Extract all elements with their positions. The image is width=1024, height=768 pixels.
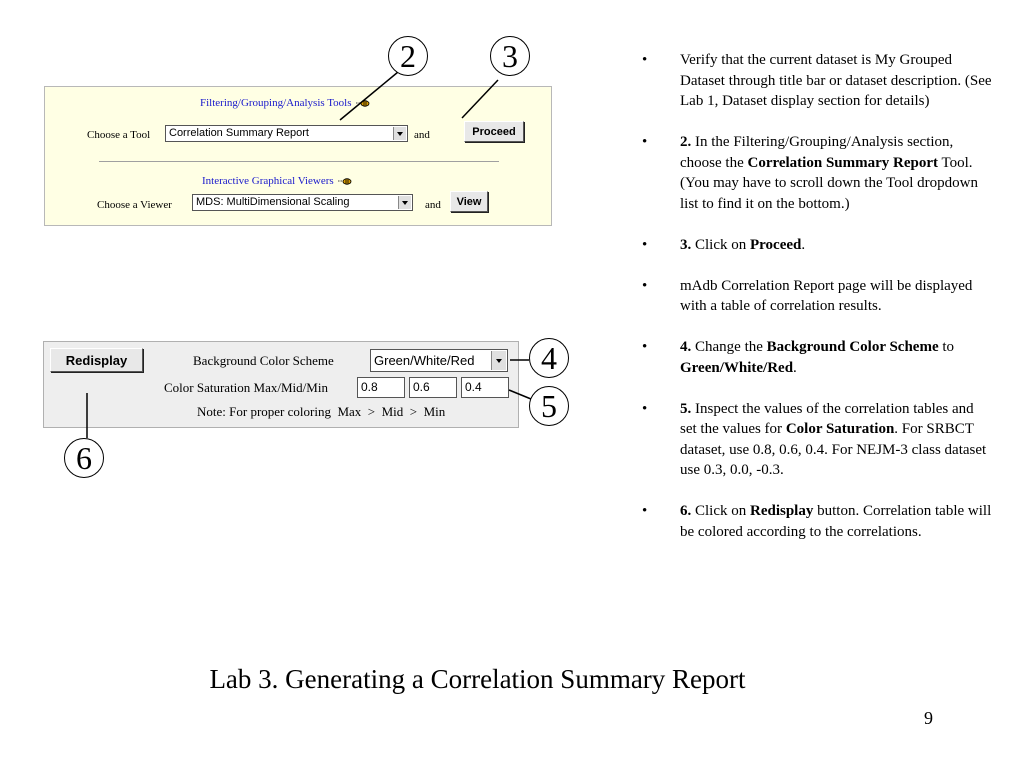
instruction-item: • mAdb Correlation Report page will be displayed with a table of correlation results.	[640, 276, 992, 317]
saturation-max-input[interactable]: 0.8	[357, 377, 405, 398]
instruction-item: • Verify that the current dataset is My Grouped Dataset through title bar or dataset description. (See Lab 1, Dataset display section for details)	[640, 50, 992, 112]
instruction-item: • 6. Click on Redisplay button. Correlation table will be colored according to the correlations.	[640, 501, 992, 542]
callout-3: 3	[490, 36, 530, 76]
redisplay-button[interactable]: Redisplay	[50, 348, 143, 372]
instruction-item: • 2. In the Filtering/Grouping/Analysis section, choose the Correlation Summary Report Tool. (You may have to scroll down the Tool dropdown list to find it on the bottom.)	[640, 132, 992, 214]
saturation-mid-input[interactable]: 0.6	[409, 377, 457, 398]
instruction-item: • 4. Change the Background Color Scheme to Green/White/Red.	[640, 337, 992, 378]
callout-6: 6	[64, 438, 104, 478]
tools-link[interactable]: Filtering/Grouping/Analysis Tools	[200, 97, 370, 109]
view-button[interactable]: View	[450, 191, 488, 212]
bg-scheme-select[interactable]: Green/White/Red	[370, 349, 508, 372]
callout-4: 4	[529, 338, 569, 378]
tool-select[interactable]: Correlation Summary Report	[165, 125, 408, 142]
viewers-link[interactable]: Interactive Graphical Viewers	[202, 175, 352, 187]
saturation-min-input[interactable]: 0.4	[461, 377, 509, 398]
tool-label: Choose a Tool	[87, 129, 151, 141]
saturation-label: Color Saturation Max/Mid/Min	[164, 380, 328, 395]
callout-2: 2	[388, 36, 428, 76]
viewer-label: Choose a Viewer	[97, 199, 172, 211]
callout-line-5	[509, 390, 531, 399]
proceed-button[interactable]: Proceed	[464, 121, 524, 142]
instruction-item: • 5. Inspect the values of the correlation tables and set the values for Color Saturation. For SRBCT dataset, use 0.8, 0.6, 0.4. For NEJM-3 class dataset use 0.3, 0.0, -0.3.	[640, 399, 992, 481]
and-label: and	[414, 129, 430, 141]
coloring-note: Note: For proper coloring Max > Mid > Min	[197, 404, 446, 419]
slide-title: Lab 3. Generating a Correlation Summary Report	[209, 664, 746, 694]
instruction-list	[640, 50, 992, 563]
callout-line-3	[462, 80, 498, 118]
bg-scheme-label: Background Color Scheme	[193, 353, 334, 368]
viewer-select[interactable]: MDS: MultiDimensional Scaling	[192, 194, 413, 211]
callout-5: 5	[529, 386, 569, 426]
instruction-item: • 3. Click on Proceed.	[640, 235, 992, 256]
callout-line-2	[340, 72, 398, 120]
page-number: 9	[924, 708, 933, 728]
and-label: and	[425, 199, 441, 211]
